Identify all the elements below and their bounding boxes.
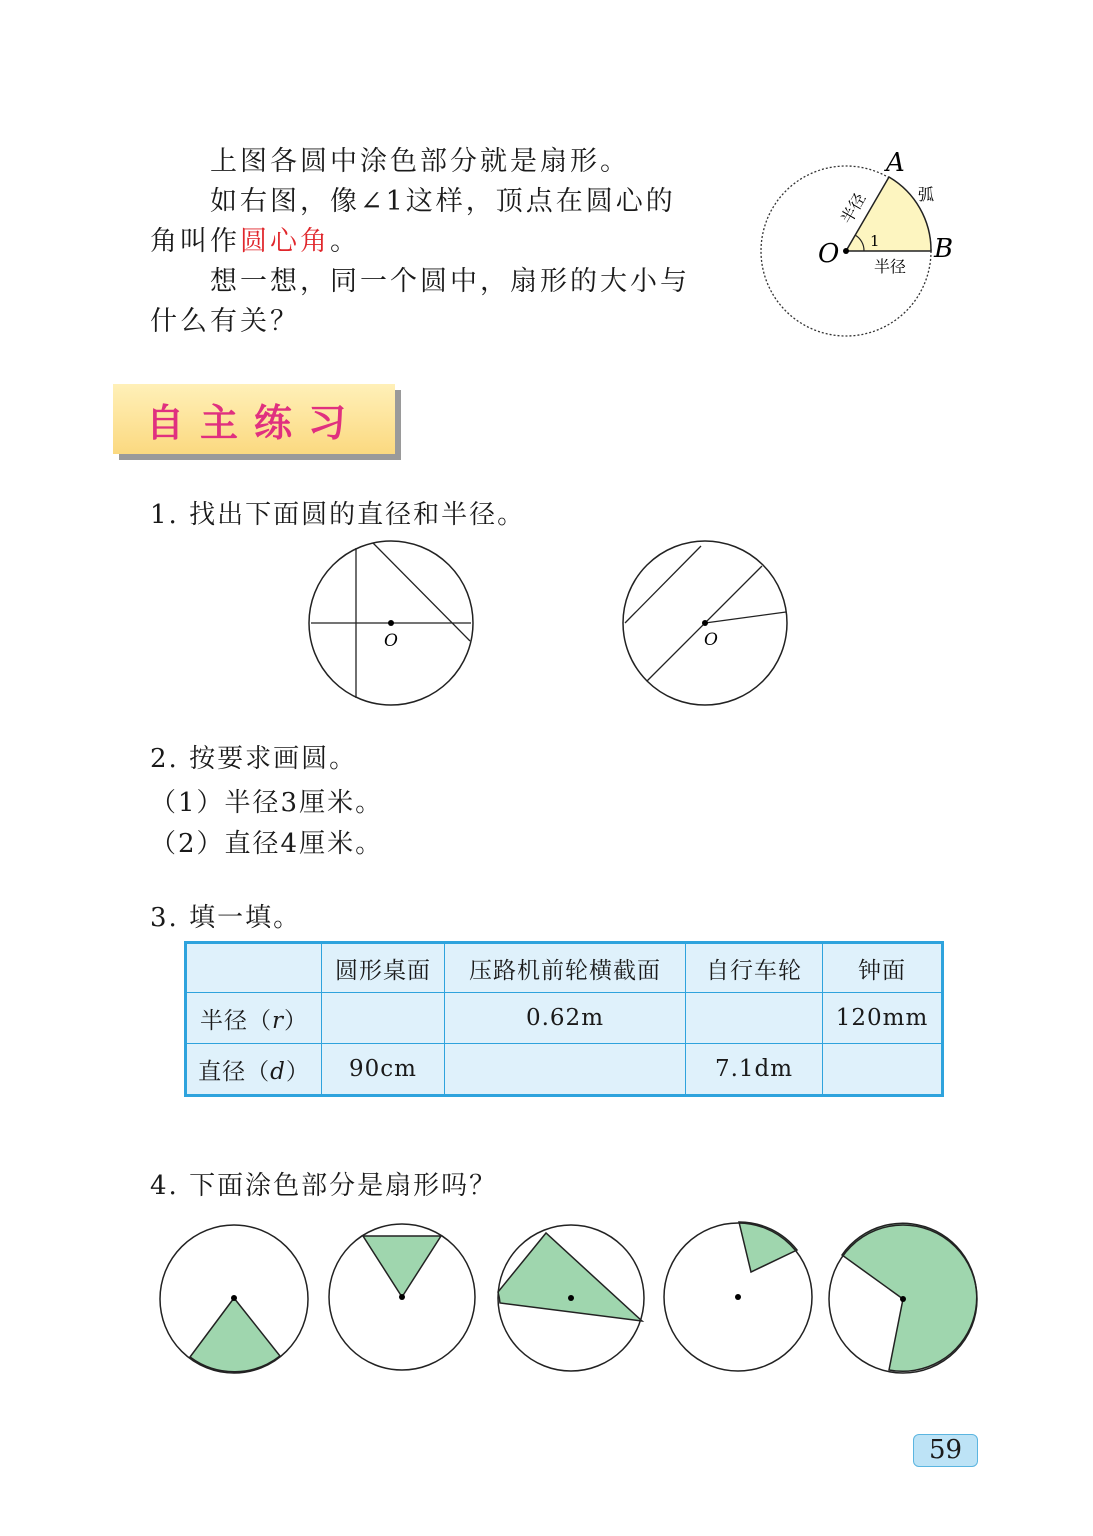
question-2-item-2: （2）直径4厘米。: [150, 829, 384, 859]
q1-circle-1-center-label: O: [384, 631, 398, 651]
table-cell[interactable]: [445, 1044, 686, 1096]
q4-circle-3: [498, 1225, 644, 1371]
table-header-cell: 圆形桌面: [322, 943, 445, 993]
point-b-label: B: [934, 234, 954, 264]
table-header-cell: 压路机前轮横截面: [445, 943, 686, 993]
page-number: 59: [913, 1434, 978, 1467]
q4-circle-4: [664, 1222, 812, 1371]
row-label-radius: 半径（r）: [186, 993, 322, 1044]
table-header-row: [186, 943, 943, 993]
q4-circle-2: [329, 1224, 475, 1370]
sector-diagram: [740, 140, 970, 350]
arc-label: 弧: [918, 185, 935, 204]
question-4: 4. 下面涂色部分是扇形吗？: [150, 1171, 498, 1201]
diameter-symbol: d: [270, 1058, 286, 1085]
table-header-cell: [186, 943, 322, 993]
fill-in-table: [184, 941, 944, 1097]
radius-bottom-label: 半径: [874, 257, 907, 276]
question-1: 1. 找出下面圆的直径和半径。: [150, 500, 526, 530]
question-2: 2. 按要求画圆。: [150, 744, 358, 774]
table-cell: 0.62m: [445, 993, 686, 1044]
intro-line-3-prefix: 角叫作: [150, 226, 240, 257]
table-row-diameter: [186, 1044, 943, 1096]
question-2-item-1: （1）半径3厘米。: [150, 788, 384, 818]
intro-line-3-suffix: 。: [330, 226, 360, 257]
table-row-radius: [186, 993, 943, 1044]
table-cell: 120mm: [823, 993, 943, 1044]
section-title-banner: 自主练习: [113, 384, 395, 454]
q1-circle-2-center-label: O: [704, 630, 718, 650]
term-central-angle: 圆心角: [240, 226, 330, 257]
center-point: [843, 248, 849, 254]
q1-circle-1: [309, 541, 473, 705]
q4-figures: [150, 1215, 990, 1385]
intro-line-2: 如右图，像∠1这样，顶点在圆心的: [210, 186, 676, 217]
question-3: 3. 填一填。: [150, 903, 302, 933]
diameter-label-text: 直径: [198, 1058, 247, 1085]
intro-line-5: 什么有关？: [150, 306, 300, 337]
table-header-cell: 自行车轮: [686, 943, 823, 993]
table-cell[interactable]: [823, 1044, 943, 1096]
q1-figures: [300, 536, 800, 716]
table-cell[interactable]: [322, 993, 445, 1044]
table-header-cell: 钟面: [823, 943, 943, 993]
row-label-diameter: 直径（d）: [186, 1044, 322, 1096]
point-o-label: O: [818, 239, 840, 269]
radius-slant-label: 半径: [837, 189, 870, 227]
q1-circle-2: [623, 541, 787, 705]
q4-circle-1: [160, 1225, 308, 1373]
table-cell: 90cm: [322, 1044, 445, 1096]
radius-symbol: r: [272, 1007, 284, 1034]
angle-label: 1: [870, 232, 880, 250]
point-a-label: A: [886, 148, 905, 178]
intro-line-4: 想一想，同一个圆中，扇形的大小与: [210, 266, 690, 297]
intro-line-1: 上图各圆中涂色部分就是扇形。: [210, 146, 630, 177]
radius-label-text: 半径: [200, 1007, 248, 1034]
intro-paragraph: [150, 142, 690, 342]
table-cell[interactable]: [686, 993, 823, 1044]
intro-line-3: [150, 222, 690, 262]
q4-circle-5: [829, 1223, 977, 1373]
table-cell: 7.1dm: [686, 1044, 823, 1096]
